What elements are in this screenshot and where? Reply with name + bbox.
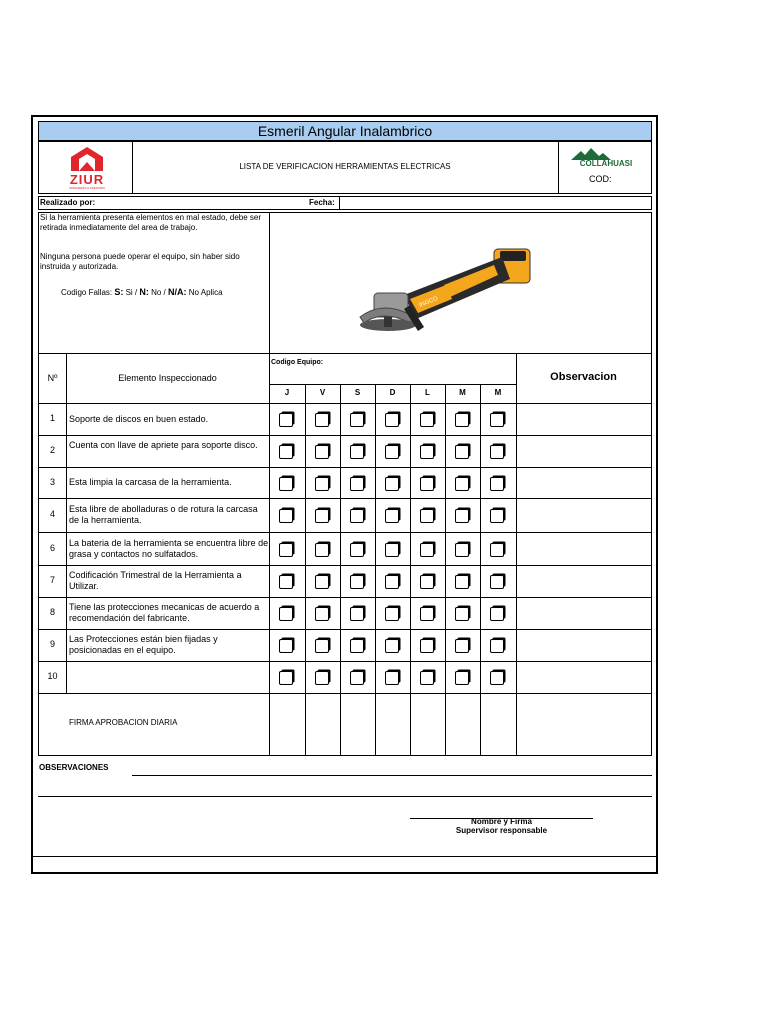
checkbox-day-5[interactable] [455,413,469,427]
checkbox-day-6[interactable] [490,445,504,459]
checkbox-day-1[interactable] [315,639,329,653]
checkbox-day-4[interactable] [420,575,434,589]
row-number: 4 [49,509,55,519]
checkbox-day-1[interactable] [315,445,329,459]
checkbox-day-5[interactable] [455,575,469,589]
day-header-1: V [319,388,326,397]
nombre-firma-label: Nombre y Firma [471,817,532,826]
row-element-text: Soporte de discos en buen estado. [69,413,209,424]
table-row [39,629,651,661]
checkbox-day-4[interactable] [420,671,434,685]
day-header-2: S [354,388,361,397]
checkbox-day-2[interactable] [350,607,364,621]
table-row [39,597,651,629]
angle-grinder-image [354,237,554,347]
table-row [39,498,651,532]
code-n-key: N: [139,287,149,297]
checkbox-day-4[interactable] [420,445,434,459]
checkbox-day-1[interactable] [315,509,329,523]
checkbox-day-3[interactable] [385,607,399,621]
row-number: 1 [49,413,55,423]
observacion-field[interactable] [517,533,651,565]
table-row [39,403,651,435]
row-element-text: Esta libre de abolladuras o de rotura la carcasa de la herramienta. [69,504,258,525]
checkbox-day-2[interactable] [350,543,364,557]
row-number: 2 [49,445,55,455]
fecha-label: Fecha: [309,198,335,207]
ziur-logo [57,145,117,191]
row-element-text: Cuenta con llave de apriete para soporte disco. [69,440,258,450]
table-row [39,661,651,693]
checkbox-day-1[interactable] [315,607,329,621]
checkbox-day-2[interactable] [350,413,364,427]
row-element-text: Codificación Trimestral de la Herramienta a Utilizar. [69,570,242,591]
checkbox-day-6[interactable] [490,639,504,653]
num-header: Nº [47,373,58,383]
checkbox-day-3[interactable] [385,477,399,491]
observacion-field[interactable] [517,630,651,661]
table-row [39,532,651,565]
checkbox-day-2[interactable] [350,575,364,589]
inspection-table [38,353,652,756]
checkbox-day-1[interactable] [315,413,329,427]
warning-note: Si la herramienta presenta elementos en mal estado, debe ser retirada inmediatamente del area de trabajo. [40,213,262,232]
checkbox-day-5[interactable] [455,445,469,459]
failure-codes-prefix: Codigo Fallas: [61,288,115,297]
footer-divider [31,856,658,857]
checkbox-day-0[interactable] [279,671,293,685]
checkbox-day-6[interactable] [490,413,504,427]
checkbox-day-2[interactable] [350,639,364,653]
authorization-note: Ninguna persona puede operar el equipo, sin haber sido instruida y autorizada. [40,252,240,271]
checkbox-day-4[interactable] [420,607,434,621]
code-s-key: S: [114,287,124,297]
ziur-logo-icon [57,145,117,173]
observaciones-line-1[interactable] [132,775,652,776]
codigo-equipo-label: Codigo Equipo: [271,359,324,366]
observacion-field[interactable] [517,662,651,693]
checkbox-day-2[interactable] [350,477,364,491]
supervisor-label: Supervisor responsable [455,826,548,835]
checkbox-day-0[interactable] [279,509,293,523]
checkbox-day-2[interactable] [350,445,364,459]
table-row [39,467,651,498]
checkbox-day-6[interactable] [490,477,504,491]
checkbox-day-3[interactable] [385,639,399,653]
row-number: 3 [49,476,55,487]
checkbox-day-0[interactable] [279,639,293,653]
firma-aprobacion-label: FIRMA APROBACION DIARIA [69,718,178,727]
checkbox-day-0[interactable] [279,413,293,427]
checkbox-day-3[interactable] [385,509,399,523]
checkbox-day-0[interactable] [279,575,293,589]
observacion-field[interactable] [517,598,651,629]
observacion-field[interactable] [517,499,651,532]
collahuasi-logo [563,148,649,170]
checkbox-day-2[interactable] [350,671,364,685]
checkbox-day-4[interactable] [420,639,434,653]
checkbox-day-5[interactable] [455,607,469,621]
code-na-val: No Aplica [186,288,223,297]
checkbox-day-5[interactable] [455,477,469,491]
observacion-field[interactable] [517,566,651,597]
checkbox-day-3[interactable] [385,543,399,557]
row-element-text: La bateria de la herramienta se encuentra libre de grasa y contactos no sulfatados. [69,537,269,559]
checkbox-day-5[interactable] [455,671,469,685]
checkbox-day-3[interactable] [385,575,399,589]
fecha-field[interactable] [340,197,651,209]
observaciones-label: OBSERVACIONES [39,763,109,772]
day-header-4: L [425,388,430,397]
form-subtitle: LISTA DE VERIFICACION HERRAMIENTAS ELECTRICAS [239,162,451,171]
element-header: Elemento Inspeccionado [118,373,217,383]
day-header-0: J [284,388,290,397]
checkbox-day-1[interactable] [315,543,329,557]
table-row [39,565,651,597]
info-block [38,212,652,353]
realizado-label: Realizado por: [40,198,96,207]
day-header-6: M [494,388,502,397]
checkbox-day-1[interactable] [315,671,329,685]
cod-label: COD: [589,174,612,184]
observacion-field[interactable] [517,436,651,467]
checkbox-day-6[interactable] [490,671,504,685]
product-brand-label: INGCO [418,295,439,309]
observacion-header: Observacion [550,371,617,383]
day-header-5: M [459,388,466,397]
checkbox-day-3[interactable] [385,445,399,459]
failure-codes [61,287,271,297]
form-title: Esmeril Angular Inalambrico [38,121,652,141]
observacion-field[interactable] [517,404,651,435]
checkbox-day-6[interactable] [490,509,504,523]
meta-row [38,196,652,210]
realizado-field[interactable] [117,197,307,209]
observacion-field[interactable] [517,468,651,498]
checkbox-day-4[interactable] [420,413,434,427]
collahuasi-logo-text: COLLAHUASI [579,159,633,168]
checkbox-day-3[interactable] [385,671,399,685]
code-n-val: No / [148,288,168,297]
checkbox-day-5[interactable] [455,543,469,557]
row-number: 7 [49,575,55,585]
checkbox-day-1[interactable] [315,575,329,589]
header-row [38,141,652,194]
row-number: 9 [49,639,55,649]
checkbox-day-0[interactable] [279,445,293,459]
ziur-logo-text: ZIUR [69,172,105,187]
checkbox-day-4[interactable] [420,477,434,491]
day-header-3: D [389,388,396,397]
checkbox-day-3[interactable] [385,413,399,427]
row-element-text: Tiene las protecciones mecanicas de acuerdo a recomendación del fabricante. [69,602,260,623]
checkbox-day-6[interactable] [490,575,504,589]
checkbox-day-0[interactable] [279,477,293,491]
row-number: 6 [49,542,55,553]
checkbox-day-6[interactable] [490,607,504,621]
code-s-val: Si / [123,288,140,297]
checkbox-day-4[interactable] [420,543,434,557]
ziur-logo-sub: INGENIERÍA & ASESORÍA [68,186,105,190]
row-element-text: Esta limpia la carcasa de la herramienta. [69,477,232,487]
checkbox-day-5[interactable] [455,639,469,653]
checkbox-day-2[interactable] [350,509,364,523]
table-row [39,435,651,467]
checkbox-day-4[interactable] [420,509,434,523]
checkbox-day-5[interactable] [455,509,469,523]
checkbox-day-0[interactable] [279,543,293,557]
row-number: 10 [47,671,58,681]
row-number: 8 [49,607,55,617]
code-na-key: N/A: [168,287,187,297]
row-element-text: Las Protecciones están bien fijadas y posicionadas en el equipo. [69,634,218,655]
checkbox-day-0[interactable] [279,607,293,621]
checkbox-day-1[interactable] [315,477,329,491]
checkbox-day-6[interactable] [490,543,504,557]
observaciones-line-2[interactable] [38,796,652,797]
